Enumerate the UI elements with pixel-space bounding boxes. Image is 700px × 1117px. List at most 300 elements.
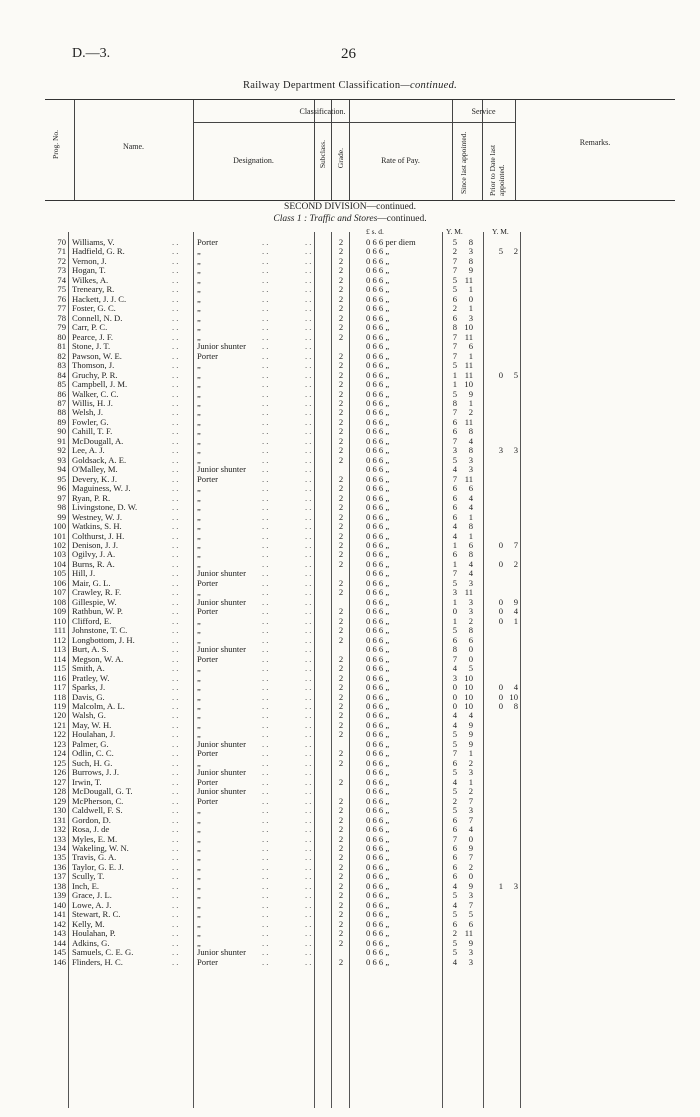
table-row: [0, 475, 700, 484]
designation: „: [197, 682, 201, 693]
leader-dots: . .: [172, 738, 179, 749]
employee-name: Lowe, A. J.: [72, 900, 112, 910]
prior-months: 3: [513, 445, 518, 456]
rate-of-pay: 0 6 6 „: [366, 625, 390, 636]
prog-no: 121: [53, 719, 66, 730]
since-years: 6: [452, 293, 457, 304]
grade: 2: [338, 293, 344, 304]
rate-of-pay: 0 6 6 „: [366, 435, 390, 446]
leader-dots: . .: [305, 634, 312, 645]
since-months: 4: [468, 435, 473, 446]
grade: 2: [338, 861, 344, 872]
leader-dots: . .: [262, 672, 269, 683]
employee-name: O'Malley, M.: [72, 465, 118, 475]
since-months: 4: [468, 502, 473, 513]
grade: 2: [338, 710, 344, 721]
grade: 2: [338, 492, 344, 503]
designation: „: [197, 700, 201, 711]
leader-dots: . .: [305, 587, 312, 598]
prog-no: 90: [57, 426, 66, 437]
grade: 2: [338, 852, 344, 863]
leader-dots: . .: [172, 663, 179, 674]
leader-dots: . .: [305, 795, 312, 806]
since-months: 1: [468, 511, 473, 522]
table-row: [0, 768, 700, 777]
leader-dots: . .: [305, 880, 312, 891]
designation: „: [197, 729, 201, 740]
leader-dots: . .: [172, 634, 179, 645]
rate-of-pay: 0 6 6 „: [366, 663, 390, 674]
rate-of-pay: 0 6 6 „: [366, 360, 390, 371]
prog-no: 144: [53, 937, 66, 948]
leader-dots: . .: [172, 549, 179, 560]
table-row: [0, 655, 700, 664]
rate-of-pay: 0 6 6 „: [366, 246, 390, 257]
leader-dots: . .: [305, 237, 312, 247]
leader-dots: . .: [262, 700, 269, 711]
table-row: [0, 484, 700, 493]
prior-years: 0: [498, 682, 503, 693]
leader-dots: . .: [172, 577, 179, 588]
employee-name: Such, H. G.: [72, 758, 113, 768]
rate-of-pay: 0 6 6 „: [366, 786, 390, 797]
leader-dots: . .: [305, 956, 312, 967]
grade: 2: [338, 937, 344, 948]
since-months: 10: [464, 322, 473, 333]
leader-dots: . .: [172, 918, 179, 929]
rate-of-pay: 0 6 6 „: [366, 502, 390, 513]
leader-dots: . .: [305, 663, 312, 674]
designation: Junior shunter: [197, 786, 246, 797]
leader-dots: . .: [172, 464, 179, 475]
prog-no: 109: [53, 606, 66, 617]
since-years: 3: [452, 672, 457, 683]
since-months: 9: [468, 729, 473, 740]
rate-of-pay: 0 6 6 „: [366, 284, 390, 295]
table-row: [0, 503, 700, 512]
since-years: 4: [452, 880, 457, 891]
leader-dots: . .: [172, 558, 179, 569]
leader-dots: . .: [305, 521, 312, 532]
prog-no: 96: [57, 483, 66, 494]
since-years: 4: [452, 899, 457, 910]
since-years: 1: [452, 596, 457, 607]
leader-dots: . .: [305, 331, 312, 342]
grade: 2: [338, 833, 344, 844]
prior-years: 5: [498, 246, 503, 257]
leader-dots: . .: [305, 511, 312, 522]
since-years: 6: [452, 312, 457, 323]
employee-name: Sparks, J.: [72, 683, 106, 693]
leader-dots: . .: [262, 956, 269, 967]
designation: Porter: [197, 606, 219, 617]
rate-of-pay: 0 6 6 „: [366, 379, 390, 390]
grade: 2: [338, 435, 344, 446]
since-years: 7: [452, 748, 457, 759]
since-months: 10: [464, 682, 473, 693]
table-row: [0, 371, 700, 380]
designation: „: [197, 265, 201, 276]
since-months: 10: [464, 672, 473, 683]
leader-dots: . .: [262, 729, 269, 740]
leader-dots: . .: [305, 558, 312, 569]
leader-dots: . .: [172, 719, 179, 730]
prog-no: 123: [53, 738, 66, 749]
grade: 2: [338, 312, 344, 323]
since-years: 7: [452, 407, 457, 418]
remarks-header: Remarks.: [579, 138, 611, 147]
prog-no: 143: [53, 928, 66, 939]
prog-no: 73: [57, 265, 66, 276]
employee-name: Willis, H. J.: [72, 398, 113, 408]
prog-no: 118: [53, 691, 66, 702]
classification-header: Classification.: [299, 107, 346, 116]
rate-of-pay: 0 6 6 „: [366, 776, 390, 787]
employee-name: Hogan, T.: [72, 266, 106, 276]
leader-dots: . .: [262, 899, 269, 910]
since-months: 9: [468, 880, 473, 891]
since-years: 1: [452, 369, 457, 380]
grade: 2: [338, 691, 344, 702]
prog-no: 103: [53, 549, 66, 560]
leader-dots: . .: [262, 464, 269, 475]
page-number: 26: [341, 46, 356, 62]
table-row: [0, 636, 700, 645]
leader-dots: . .: [262, 852, 269, 863]
leader-dots: . .: [172, 814, 179, 825]
table-row: [0, 787, 700, 796]
leader-dots: . .: [172, 615, 179, 626]
leader-dots: . .: [262, 767, 269, 778]
designation: „: [197, 937, 201, 948]
prior-months: 10: [509, 691, 518, 702]
prog-no: 92: [57, 445, 66, 456]
leader-dots: . .: [262, 397, 269, 408]
leader-dots: . .: [305, 255, 312, 266]
since-months: 2: [468, 861, 473, 872]
employee-name: Maguiness, W. J.: [72, 484, 131, 494]
leader-dots: . .: [305, 682, 312, 693]
prog-no: 138: [53, 880, 66, 891]
designation: „: [197, 416, 201, 427]
designation: Porter: [197, 748, 219, 759]
rate-of-pay: 0 6 6 „: [366, 861, 390, 872]
table-row: [0, 664, 700, 673]
table-row: [0, 740, 700, 749]
prog-no: 125: [53, 757, 66, 768]
since-months: 1: [468, 284, 473, 295]
leader-dots: . .: [172, 322, 179, 333]
leader-dots: . .: [305, 899, 312, 910]
leader-dots: . .: [262, 625, 269, 636]
prog-no: 128: [53, 786, 66, 797]
grade: 2: [338, 719, 344, 730]
prior-years: 0: [498, 596, 503, 607]
leader-dots: . .: [262, 776, 269, 787]
since-months: 7: [468, 899, 473, 910]
leader-dots: . .: [172, 331, 179, 342]
leader-dots: . .: [305, 833, 312, 844]
since-months: 3: [468, 947, 473, 958]
table-row: [0, 522, 700, 531]
prog-no: 76: [57, 293, 66, 304]
leader-dots: . .: [262, 521, 269, 532]
grade-header: Grade.: [336, 148, 345, 169]
leader-dots: . .: [172, 805, 179, 816]
leader-dots: . .: [262, 454, 269, 465]
leader-dots: . .: [305, 540, 312, 550]
table-row: [0, 323, 700, 332]
since-months: 7: [468, 795, 473, 806]
prog-no: 122: [53, 729, 66, 740]
since-months: 0: [468, 833, 473, 844]
designation: „: [197, 331, 201, 342]
leader-dots: . .: [172, 540, 179, 550]
leader-dots: . .: [172, 246, 179, 257]
designation: „: [197, 805, 201, 816]
prog-no: 110: [53, 615, 66, 626]
leader-dots: . .: [305, 928, 312, 939]
designation: „: [197, 492, 201, 503]
since-years: 5: [452, 360, 457, 371]
since-years: 5: [452, 786, 457, 797]
since-years: 4: [452, 521, 457, 532]
since-months: 3: [468, 956, 473, 967]
employee-name: Inch, E.: [72, 881, 99, 891]
since-years: 7: [452, 435, 457, 446]
leader-dots: . .: [172, 852, 179, 863]
designation: „: [197, 255, 201, 266]
since-years: 1: [452, 379, 457, 390]
prog-no: 104: [53, 558, 66, 569]
rate-of-pay: 0 6 6 „: [366, 274, 390, 285]
leader-dots: . .: [305, 947, 312, 958]
designation: „: [197, 663, 201, 674]
since-months: 3: [468, 454, 473, 465]
grade: 2: [338, 909, 344, 920]
leader-dots: . .: [172, 587, 179, 598]
document-reference: D.—3.: [72, 46, 111, 61]
designation: Porter: [197, 350, 219, 361]
leader-dots: . .: [262, 682, 269, 693]
since-months: 9: [468, 265, 473, 276]
designation: „: [197, 861, 201, 872]
since-years: 8: [452, 397, 457, 408]
employee-name: Irwin, T.: [72, 777, 102, 787]
since-months: 11: [464, 369, 473, 380]
employee-name: Gordon, D.: [72, 815, 111, 825]
rate-of-pay: 0 6 6 „: [366, 937, 390, 948]
prog-no: 136: [53, 861, 66, 872]
designation: „: [197, 719, 201, 730]
prog-no: 97: [57, 492, 66, 503]
leader-dots: . .: [305, 909, 312, 920]
designation: Porter: [197, 237, 219, 247]
employee-name: Rathbun, W. P.: [72, 607, 123, 617]
rate-of-pay: 0 6 6 „: [366, 483, 390, 494]
designation: „: [197, 388, 201, 399]
division-heading: SECOND DIVISION—continued.: [284, 202, 416, 212]
rate-of-pay: 0 6 6 „: [366, 710, 390, 721]
designation: Porter: [197, 956, 219, 967]
employee-name: Kelly, M.: [72, 919, 105, 929]
since-months: 2: [468, 407, 473, 418]
employee-name: Walker, C. C.: [72, 389, 119, 399]
since-months: 8: [468, 521, 473, 532]
since-years: 6: [452, 852, 457, 863]
since-years: 7: [452, 473, 457, 484]
employee-name: Stewart, R. C.: [72, 910, 121, 920]
rate-of-pay-header: Rate of Pay.: [381, 156, 420, 165]
leader-dots: . .: [262, 312, 269, 323]
leader-dots: . .: [305, 360, 312, 371]
employee-name: Westney, W. J.: [72, 512, 123, 522]
rate-of-pay: 0 6 6 „: [366, 303, 390, 314]
since-years: 5: [452, 625, 457, 636]
since-years: 6: [452, 824, 457, 835]
grade: 2: [338, 587, 344, 598]
leader-dots: . .: [305, 369, 312, 380]
rate-of-pay: 0 6 6 „: [366, 587, 390, 598]
designation: „: [197, 360, 201, 371]
leader-dots: . .: [305, 473, 312, 484]
since-months: 11: [464, 331, 473, 342]
prog-no: 99: [57, 511, 66, 522]
rate-of-pay: 0 6 6 „: [366, 558, 390, 569]
designation: Porter: [197, 577, 219, 588]
grade: 2: [338, 634, 344, 645]
since-months: 3: [468, 246, 473, 257]
leader-dots: . .: [172, 483, 179, 494]
leader-dots: . .: [305, 397, 312, 408]
designation: „: [197, 369, 201, 380]
leader-dots: . .: [305, 577, 312, 588]
grade: 2: [338, 540, 344, 550]
leader-dots: . .: [262, 615, 269, 626]
leader-dots: . .: [262, 540, 269, 550]
title-continued: —continued.: [400, 80, 458, 91]
grade: 2: [338, 757, 344, 768]
grade: 2: [338, 473, 344, 484]
grade: 2: [338, 700, 344, 711]
leader-dots: . .: [262, 606, 269, 617]
leader-dots: . .: [172, 341, 179, 352]
since-months: 2: [468, 615, 473, 626]
prior-years: 1: [498, 880, 503, 891]
prog-no: 134: [53, 843, 66, 853]
grade: 2: [338, 805, 344, 816]
leader-dots: . .: [262, 502, 269, 513]
employee-name: Burns, R. A.: [72, 559, 115, 569]
since-years: 2: [452, 795, 457, 806]
designation: „: [197, 530, 201, 541]
since-months: 11: [464, 360, 473, 371]
leader-dots: . .: [305, 246, 312, 257]
leader-dots: . .: [262, 663, 269, 674]
table-row: [0, 276, 700, 285]
designation: „: [197, 274, 201, 285]
since-years: 5: [452, 738, 457, 749]
leader-dots: . .: [305, 606, 312, 617]
leader-dots: . .: [305, 322, 312, 333]
leader-dots: . .: [305, 596, 312, 607]
prior-years: 0: [498, 606, 503, 617]
prog-no: 75: [57, 284, 66, 295]
employee-name: Taylor, G. E. J.: [72, 862, 124, 872]
rate-of-pay: 0 6 6 „: [366, 682, 390, 693]
table-row: [0, 257, 700, 266]
leader-dots: . .: [262, 757, 269, 768]
designation: „: [197, 435, 201, 446]
since-years: 6: [452, 843, 457, 853]
leader-dots: . .: [172, 899, 179, 910]
leader-dots: . .: [305, 388, 312, 399]
table-row: [0, 513, 700, 522]
rate-of-pay: 0 6 6 „: [366, 445, 390, 456]
leader-dots: . .: [305, 748, 312, 759]
since-years: 6: [452, 634, 457, 645]
table-row: [0, 806, 700, 815]
prior-months: 3: [513, 880, 518, 891]
leader-dots: . .: [262, 843, 269, 853]
since-months: 8: [468, 549, 473, 560]
designation: „: [197, 558, 201, 569]
table-row: [0, 247, 700, 256]
since-years: 6: [452, 492, 457, 503]
designation: „: [197, 615, 201, 626]
since-years: 6: [452, 502, 457, 513]
leader-dots: . .: [305, 738, 312, 749]
employee-name: Denison, J. J.: [72, 541, 119, 550]
table-row: [0, 674, 700, 683]
leader-dots: . .: [262, 549, 269, 560]
rate-of-pay: 0 6 6 „: [366, 956, 390, 967]
table-row: [0, 711, 700, 720]
employee-name: Houlahan, P.: [72, 929, 116, 939]
employee-list: [0, 238, 700, 967]
leader-dots: . .: [262, 824, 269, 835]
prog-no: 82: [57, 350, 66, 361]
leader-dots: . .: [262, 577, 269, 588]
prior-years: 0: [498, 615, 503, 626]
since-months: 3: [468, 606, 473, 617]
leader-dots: . .: [262, 350, 269, 361]
grade: 2: [338, 426, 344, 437]
leader-dots: . .: [305, 729, 312, 740]
rate-of-pay: 0 6 6 „: [366, 331, 390, 342]
prog-no: 80: [57, 331, 66, 342]
designation: „: [197, 246, 201, 257]
since-months: 11: [464, 587, 473, 598]
since-months: 4: [468, 568, 473, 579]
grade: 2: [338, 483, 344, 494]
employee-name: Johnstone, T. C.: [72, 626, 128, 636]
prog-no: 126: [53, 767, 66, 778]
rate-of-pay: 0 6 6 „: [366, 596, 390, 607]
prog-no: 81: [57, 341, 66, 352]
designation: „: [197, 909, 201, 920]
rate-of-pay: 0 6 6 „: [366, 719, 390, 730]
employee-name: Lee, A. J.: [72, 446, 105, 456]
since-months: 0: [468, 653, 473, 664]
leader-dots: . .: [172, 710, 179, 721]
prior-years: 0: [498, 691, 503, 702]
rate-of-pay: 0 6 6 „: [366, 805, 390, 816]
since-years: 5: [452, 388, 457, 399]
table-row: [0, 295, 700, 304]
grade: 2: [338, 880, 344, 891]
leader-dots: . .: [262, 445, 269, 456]
